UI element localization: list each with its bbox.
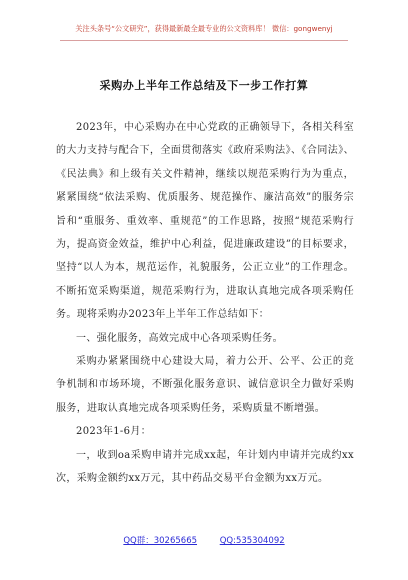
section-heading-1: 一、强化服务，高效完成中心各项采购任务。 (76, 332, 283, 344)
footer-contact (0, 535, 408, 547)
paragraph-service: 采购办紧紧围绕中心建设大局，着力公开、公平、公正的竞争机制和市场环境，不断强化服务意识、诚信意识全力做好采购服务，进取认真地完成各项采购任务，采购质量不断增强。 (56, 356, 354, 414)
header-divider (60, 40, 348, 41)
qq-contact-link[interactable]: QQ:535304092 (219, 536, 285, 546)
qq-group-link[interactable]: QQ群：30265665 (123, 536, 198, 546)
paragraph-oa-requests: 一，收到oa采购申请并完成xx起，年计划内申请并完成约xx次，采购金额约xx万元，其中药品交易平台金额为xx万元。 (56, 449, 354, 485)
document-title: 采购办上半年工作总结及下一步工作打算 (99, 79, 309, 92)
header-banner: 关注头条号“公文研究”，获得最新最全最专业的公文资料库！ 微信：gongwenyj (75, 24, 333, 33)
paragraph-period: 2023年1-6月： (76, 426, 152, 438)
document-body (56, 116, 354, 491)
paragraph-intro: 2023年，中心采购办在中心党政的正确领导下，各相关科室的大力支持与配合下，全面贯彻落实《政府采购法》、《合同法》、《民法典》和上级有关文件精神，继续以规范采购行为为重点，紧紧围绕“依法采购、优质服务、规范操作、廉洁高效”的服务宗旨和“重服务、重效率、重规范”的工作思路，按照“规范采购行为，提高资金效益，维护中心利益，促进廉政建设”的目标要求，坚持“以人为本，规范运作，礼貌服务，公正立业”的工作理念。不断拓宽采购渠道，规范采购行为，进取认真地完成各项采购任务。现将采购办2023年上半年工作总结如下： (56, 122, 354, 321)
